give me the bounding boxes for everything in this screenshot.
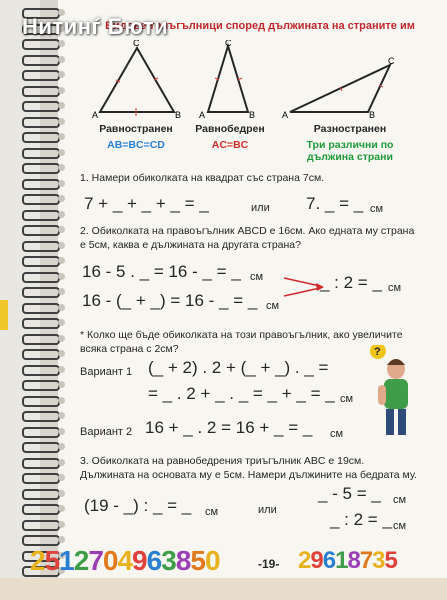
task3-right1: _ - 5 = _ [318, 484, 381, 503]
spiral-coil [22, 303, 60, 314]
binding-hole [58, 40, 65, 47]
scalene-triangle [282, 55, 402, 120]
page-heading: Видове триъгълници според дължината на страните им [105, 20, 415, 32]
spiral-coil [22, 396, 60, 407]
binding-hole [58, 164, 65, 171]
triangle-rule-2: AC=BC [211, 139, 249, 151]
vertex-b: B [175, 110, 182, 120]
vertex-c: C [388, 56, 395, 66]
spiral-coil [22, 287, 60, 298]
task3-or: или [258, 504, 277, 516]
binding-hole [58, 180, 65, 187]
footer-number-strip [30, 545, 447, 600]
binding-hole [58, 505, 65, 512]
footer-digits-left: 2512704963850 [30, 545, 220, 576]
spiral-coil [22, 504, 60, 515]
spiral-coil [22, 194, 60, 205]
vertex-a: A [199, 110, 206, 120]
binding-hole [58, 459, 65, 466]
binding-hole [58, 428, 65, 435]
variant1-unit: см [340, 393, 354, 405]
binding-hole [58, 288, 65, 295]
spiral-coil [22, 272, 60, 283]
spiral-coil [22, 520, 60, 531]
task2-line2: 16 - (_ + _) = 16 - _ = _ [82, 291, 258, 310]
task3-right2: _ : 2 = _ [330, 510, 392, 529]
binding-hole [58, 304, 65, 311]
task1-text: 1. Намери обиколката на квадрат със страна 7см. [80, 172, 325, 184]
spiral-coil [22, 210, 60, 221]
yellow-strip [0, 300, 8, 330]
spiral-coil [22, 101, 60, 112]
binding-hole [58, 490, 65, 497]
binding-hole [58, 319, 65, 326]
variant1-line2: = _ . 2 + _ . _ = _ + _ = _ [148, 384, 335, 403]
spiral-coil [22, 132, 60, 143]
binding-hole [58, 273, 65, 280]
task2-line1: 16 - 5 . _ = 16 - _ = _ [82, 262, 241, 281]
binding-hole [58, 211, 65, 218]
task3-unit-2: см [393, 494, 407, 506]
spiral-coil [22, 365, 60, 376]
page-number: -19- [258, 557, 280, 571]
binding-hole [58, 87, 65, 94]
spiral-coil [22, 349, 60, 360]
vertex-c: C [133, 40, 140, 48]
binding-hole [58, 242, 65, 249]
equilateral-triangle [92, 40, 182, 120]
spiral-coil [22, 163, 60, 174]
binding-hole [58, 335, 65, 342]
binding-hole [58, 149, 65, 156]
task2-question: * Колко ще бъде обиколката на този правоъгълник, ако увеличите всяка страна с 2см? [80, 329, 403, 355]
spiral-coil [22, 411, 60, 422]
task2-unit-2: см [266, 300, 280, 312]
watermark: Нитинѓ Бюти [22, 14, 169, 39]
spiral-coil [22, 458, 60, 469]
task3-unit-1: см [205, 506, 219, 518]
binding-hole [58, 536, 65, 543]
task3-text: 3. Обиколката на равнобедрения триъгълник ABC е 19см. Дължината на основата му е 5см. Намери дължините на бедрата му. [80, 455, 417, 481]
spiral-coil [22, 380, 60, 391]
binding-hole [58, 443, 65, 450]
task1-expr-right: 7. _ = _ [306, 194, 364, 213]
triangle-rule-3: Три различни по дължина страни [306, 139, 394, 163]
spiral-coil [22, 427, 60, 438]
task1-unit: см [370, 203, 384, 215]
task1-expr-left: 7 + _ + _ + _ = _ [84, 194, 209, 213]
task1-or: или [251, 202, 270, 214]
binding-hole [58, 257, 65, 264]
bubble-question: ? [374, 346, 381, 358]
spiral-coil [22, 86, 60, 97]
variant1-line1: (_ + 2) . 2 + (_ + _) . _ = [148, 358, 329, 377]
triangle-name-3: Разностранен [313, 123, 387, 135]
variant2-label: Вариант 2 [80, 426, 133, 438]
spiral-coil [22, 442, 60, 453]
spiral-coil [22, 179, 60, 190]
binding-hole [58, 412, 65, 419]
variant2-line: 16 + _ . 2 = 16 + _ = _ [145, 418, 313, 437]
spiral-coil [22, 473, 60, 484]
spiral-coil [22, 70, 60, 81]
task2-unit-1: см [250, 271, 264, 283]
task2-text: 2. Обиколката на правоъгълник ABCD е 16см. Ако едната му страна е 5см, каква е дължината на другата страна? [80, 225, 415, 251]
triangle-rule-1: AB=BC=CD [107, 139, 165, 151]
spiral-coil [22, 318, 60, 329]
footer-digits-right: 29618735 [298, 547, 397, 574]
binding-hole [58, 397, 65, 404]
spiral-coil [22, 489, 60, 500]
spiral-coil [22, 334, 60, 345]
binding-hole [58, 118, 65, 125]
spiral-coil [22, 148, 60, 159]
binding-hole [58, 350, 65, 357]
binding-hole [58, 102, 65, 109]
binding-hole [58, 366, 65, 373]
spiral-binding [22, 0, 62, 600]
spiral-coil [22, 117, 60, 128]
vertex-c: C [225, 40, 232, 48]
triangle-name-2: Равнобедрен [195, 123, 265, 135]
vertex-b: B [369, 110, 376, 120]
vertex-a: A [282, 110, 289, 120]
triangle-name-1: Равностранен [99, 123, 173, 135]
spiral-coil [22, 225, 60, 236]
binding-hole [58, 56, 65, 63]
binding-hole [58, 71, 65, 78]
binding-hole [58, 521, 65, 528]
task3-left: (19 - _) : _ = _ [84, 496, 192, 515]
variant2-unit: см [330, 428, 344, 440]
task3-unit-3: см [393, 520, 407, 532]
spiral-coil [22, 241, 60, 252]
variant1-label: Вариант 1 [80, 366, 133, 378]
binding-hole [58, 133, 65, 140]
task2-unit-3: см [388, 282, 402, 294]
spiral-coil [22, 256, 60, 267]
isosceles-triangle [198, 40, 258, 120]
binding-hole [58, 226, 65, 233]
binding-hole [58, 381, 65, 388]
thinking-boy-illustration [368, 345, 418, 440]
binding-hole [58, 195, 65, 202]
vertex-b: B [249, 110, 256, 120]
spiral-coil [22, 55, 60, 66]
vertex-a: A [92, 110, 99, 120]
spiral-coil [22, 39, 60, 50]
binding-hole [58, 474, 65, 481]
task2-right: _ : 2 = _ [320, 273, 382, 292]
